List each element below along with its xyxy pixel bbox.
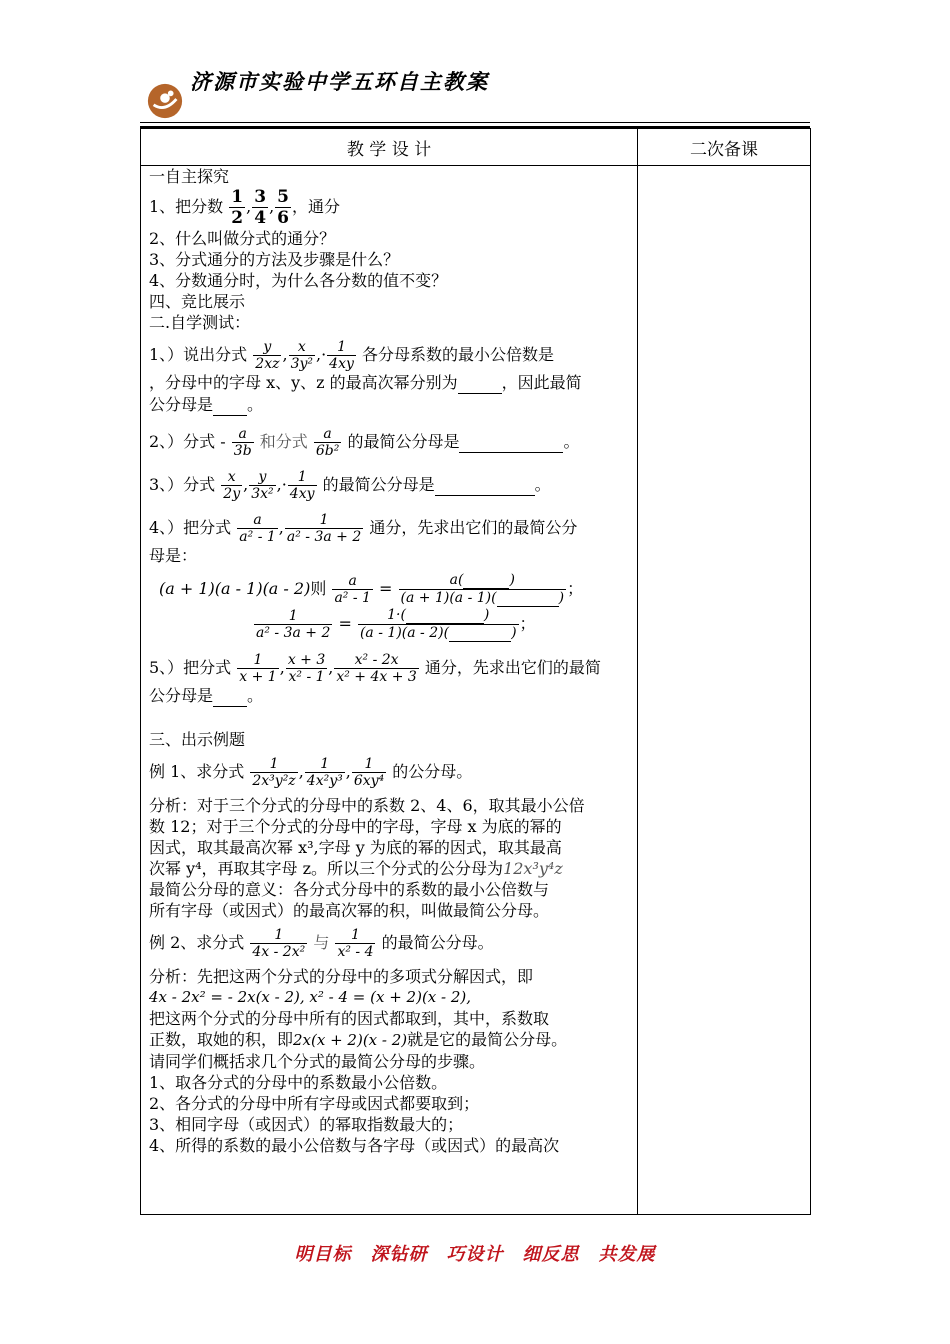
analysis-line: 分析：先把这两个分式的分母中的多项式分解因式，即 [149, 967, 534, 986]
answer-blank[interactable] [459, 431, 563, 453]
fraction: $\frac{1}{\text{a² - 3a + 2}}$ [256, 608, 331, 641]
q1-text: 1、把分数 [149, 197, 224, 216]
school-title: 济源市实验中学五环自主教案 [190, 69, 489, 94]
test-5-line2: 公分母是 。 [149, 686, 264, 705]
analysis-line: 4x - 2x² = - 2x(x - 2), x² - 4 = (x + 2)(x - 2), [149, 988, 472, 1006]
second-prep-cell[interactable] [638, 166, 811, 1215]
q1-suffix: ，通分 [292, 197, 341, 216]
design-cell [141, 166, 638, 1215]
fraction: $\frac{1}{\text{a² - 3a + 2}}$ [286, 512, 362, 545]
fraction: $\frac{a}{\text{a² - 1}}$ [239, 512, 276, 545]
fraction: $\frac{3}{4}$ [254, 187, 267, 228]
fraction: $\frac{a}{3b}$ [233, 426, 252, 459]
fraction: $\frac{x + 3}{\text{x² - 1}}$ [287, 652, 326, 685]
analysis-line: 数 12；对于三个分式的分母中的字母，字母 x 为底的幂的 [149, 817, 562, 836]
test-4: 4、）把分式 $\frac{a}{\text{a² - 1}}$ , $\frac{1}{\text{a² - 3a + 2}}$ 通分，先求出它们的最简公分 [149, 512, 578, 545]
fraction: $\frac{a( )}{(a + 1)(a - 1)( )}$ [400, 572, 565, 606]
fraction: $\frac{1}{x + 1}$ [239, 652, 277, 685]
analysis-line: 把这两个分式的分母中所有的因式都取到，其中，系数取 [149, 1009, 550, 1028]
fraction: $\frac{1}{4xy}$ [329, 339, 354, 372]
example-2: 例 2、求分式 $\frac{1}{\text{4x - 2x²}}$ 与 $\frac{1}{\text{x² - 4}}$ 的最简公分母。 [149, 927, 494, 960]
answer-blank[interactable] [213, 394, 247, 416]
fraction: $\frac{\text{x² - 2x}}{\text{x² + 4x + 3}}$ [336, 652, 417, 685]
fraction: $\frac{1}{2}$ [231, 187, 244, 228]
col-header-design: 教 学 设 计 [141, 129, 638, 166]
test-4-eq1: (a + 1)(a - 1)(a - 2)则 $\frac{a}{\text{a² - 1}}$ = $\frac{a( )}{(a + 1)(a - 1)( )}$ ； [159, 572, 584, 606]
fraction: $\frac{x}{\text{3y²}}$ [290, 339, 313, 372]
answer-blank[interactable] [213, 685, 247, 707]
fraction: $\frac{5}{6}$ [277, 187, 289, 228]
section-self-test: 二.自学测试： [149, 313, 251, 332]
question-3: 3、分式通分的方法及步骤是什么？ [149, 250, 400, 269]
fraction: $\frac{1}{\text{x² - 4}}$ [337, 927, 374, 960]
question-2: 2、什么叫做分式的通分？ [149, 229, 336, 248]
fraction: $\frac{a}{\text{a² - 1}}$ [334, 573, 371, 606]
steps-intro: 请同学们概括求几个分式的最简公分母的步骤。 [149, 1052, 486, 1071]
fraction: $\frac{1}{\text{4x - 2x²}}$ [252, 927, 306, 960]
fraction: $\frac{1}{\text{2x³y²z}}$ [252, 756, 296, 789]
question-1: 1、把分数 $\frac{1}{2}$ , $\frac{3}{4}$ , $\frac{5}{6}$ ，通分 [149, 187, 341, 228]
fraction: $\frac{1}{\text{4x²y³}}$ [306, 756, 343, 789]
fraction: $\frac{1}{4xy}$ [289, 469, 315, 502]
col-header-second-prep: 二次备课 [638, 129, 811, 166]
analysis-line: 因式，取其最高次幂 x³,字母 y 为底的幂的因式，取其最高 [149, 838, 562, 857]
lesson-table [140, 128, 811, 1215]
analysis-line: 分析：对于三个分式的分母中的系数 2、4、6，取其最小公倍 [149, 796, 585, 815]
test-3: 3、）分式 $\frac{x}{2y}$ , $\frac{y}{\text{3x²}}$ ,· $\frac{1}{4xy}$ 的最简公分母是 。 [149, 469, 551, 502]
section-contest: 四、竞比展示 [149, 292, 246, 311]
test-4-line2: 母是： [149, 546, 198, 565]
design-content [141, 166, 637, 1156]
header-rule-thin [140, 122, 810, 123]
test-1-line3: 公分母是 。 [149, 395, 264, 414]
analysis-line: 次幂 y⁴，再取其字母 z。所以三个分式的公分母为12x³y⁴z [149, 859, 563, 878]
fraction: $\frac{y}{\text{3x²}}$ [251, 469, 274, 502]
school-logo-icon [146, 82, 184, 120]
fraction: $\frac{x}{2y}$ [223, 469, 241, 502]
analysis-line: 最简公分母的意义：各分式分母中的系数的最小公倍数与 [149, 880, 550, 899]
footer-motto: 明目标 深钻研 巧设计 细反思 共发展 [294, 1244, 656, 1265]
section-examples: 三、出示例题 [149, 730, 246, 749]
answer-blank[interactable] [435, 474, 535, 496]
step-item: 2、各分式的分母中所有字母或因式都要取到； [149, 1094, 480, 1113]
analysis-line: 所有字母（或因式）的最高次幂的积，叫做最简公分母。 [149, 901, 550, 920]
step-item: 1、取各分式的分母中的系数最小公倍数。 [149, 1073, 448, 1092]
answer-blank[interactable] [458, 372, 502, 394]
question-4: 4、分数通分时，为什么各分数的值不变？ [149, 271, 448, 290]
test-1-line2: ，分母中的字母 x、y、z 的最高次幂分别为 ，因此最简 [149, 373, 582, 392]
step-item: 3、相同字母（或因式）的幂取指数最大的； [149, 1115, 464, 1134]
fraction: $\frac{y}{2xz}$ [255, 339, 280, 372]
section-self-explore: 一自主探究 [149, 167, 230, 186]
test-5: 5、）把分式 $\frac{1}{x + 1}$ , $\frac{x + 3}{\text{x² - 1}}$ , $\frac{\text{x² - 2x}}{\text{x² + 4x + 3}}$ 通分，先求出它们的最简 [149, 652, 601, 685]
test-2: 2、）分式 - $\frac{a}{3b}$ 和分式 $\frac{a}{\text{6b²}}$ 的最简公分母是 。 [149, 426, 580, 459]
step-item: 4、所得的系数的最小公倍数与各字母（或因式）的最高次 [149, 1136, 560, 1155]
analysis-line: 正数，取她的积，即2x(x + 2)(x - 2)就是它的最简公分母。 [149, 1030, 568, 1049]
fraction: $\frac{a}{\text{6b²}}$ [315, 426, 340, 459]
test-1: 1、）说出分式 $\frac{y}{2xz}$ , $\frac{x}{\text{3y²}}$ ,· $\frac{1}{4xy}$ 各分母系数的最小公倍数是 [149, 339, 554, 372]
fraction: $\frac{1\cdot( )}{(a - 1)(a - 2)( )}$ [359, 607, 517, 641]
fraction: $\frac{1}{\text{6xy⁴}}$ [353, 756, 385, 789]
page-header [140, 58, 810, 130]
example-1: 例 1、求分式 $\frac{1}{\text{2x³y²z}}$ , $\frac{1}{\text{4x²y³}}$ , $\frac{1}{\text{6xy⁴}}$ 的公分母。 [149, 756, 473, 789]
test-4-eq2: $\frac{1}{\text{a² - 3a + 2}}$ = $\frac{1\cdot( )}{(a - 1)(a - 2)( )}$ ； [256, 607, 536, 641]
